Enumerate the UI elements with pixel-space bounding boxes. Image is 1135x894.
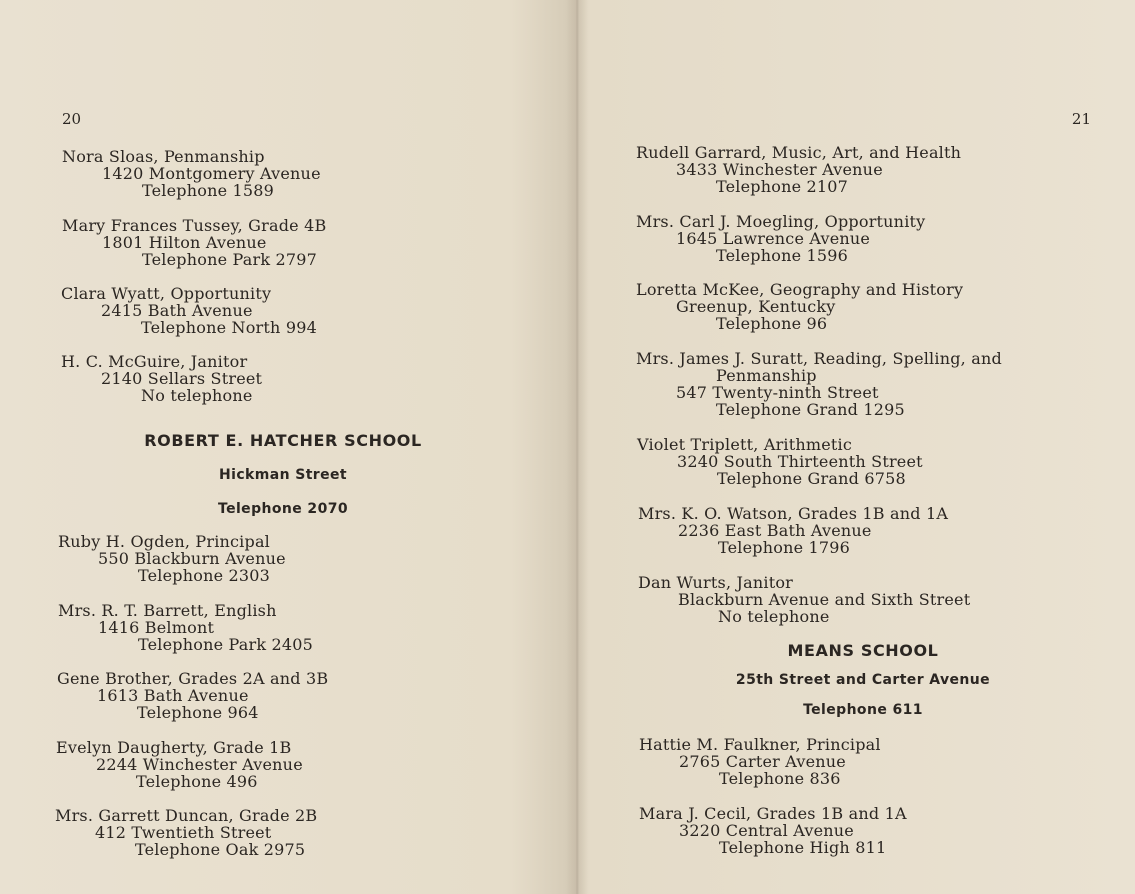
- directory-entry: [636, 281, 963, 332]
- page-number: 21: [1071, 110, 1091, 128]
- entry-name: Mary Frances Tussey, Grade 4B: [62, 216, 327, 235]
- school-telephone: Telephone 611: [803, 702, 923, 718]
- directory-entry: [637, 436, 923, 487]
- directory-entry: [636, 144, 961, 195]
- entry-address: 1420 Montgomery Avenue: [102, 164, 321, 183]
- school-telephone: Telephone 2070: [218, 501, 348, 517]
- entry-address: Blackburn Avenue and Sixth Street: [678, 590, 971, 609]
- entry-phone: Telephone 496: [136, 772, 258, 791]
- directory-entry: [61, 285, 317, 336]
- entry-name: Evelyn Daugherty, Grade 1B: [56, 738, 292, 757]
- directory-entry: [639, 805, 907, 856]
- entry-phone: Telephone Park 2797: [142, 250, 318, 269]
- entry-phone: Telephone Grand 1295: [716, 400, 905, 419]
- entry-name: Violet Triplett, Arithmetic: [637, 435, 853, 454]
- entry-phone: No telephone: [718, 607, 830, 626]
- entry-name: Loretta McKee, Geography and History: [636, 280, 964, 299]
- right-page: [588, 0, 1135, 894]
- entry-name: Hattie M. Faulkner, Principal: [639, 735, 881, 754]
- entry-address: 1416 Belmont: [98, 618, 215, 637]
- entry-name: Nora Sloas, Penmanship: [62, 147, 265, 166]
- entry-name: H. C. McGuire, Janitor: [61, 352, 248, 371]
- entry-address: 3433 Winchester Avenue: [676, 160, 883, 179]
- entry-phone: Telephone 964: [137, 703, 259, 722]
- entry-address: 547 Twenty-ninth Street: [676, 383, 879, 402]
- entry-address: 2765 Carter Avenue: [679, 752, 846, 771]
- left-page: [0, 0, 566, 894]
- entry-phone: Telephone 836: [719, 769, 841, 788]
- entry-name: Mrs. Garrett Duncan, Grade 2B: [55, 806, 318, 825]
- entry-name: Rudell Garrard, Music, Art, and Health: [636, 143, 962, 162]
- entry-name: Mrs. K. O. Watson, Grades 1B and 1A: [638, 504, 949, 523]
- book-gutter: [566, 0, 588, 894]
- entry-phone: Telephone Park 2405: [138, 635, 314, 654]
- directory-entry: [56, 739, 303, 790]
- entry-name: Dan Wurts, Janitor: [638, 573, 794, 592]
- entry-address: 3240 South Thirteenth Street: [677, 452, 923, 471]
- entry-address: 1801 Hilton Avenue: [102, 233, 267, 252]
- entry-name: Mrs. James J. Suratt, Reading, Spelling, and: [636, 349, 1002, 368]
- directory-entry: [636, 213, 925, 264]
- entry-address: 550 Blackburn Avenue: [98, 549, 286, 568]
- entry-name: Ruby H. Ogden, Principal: [58, 532, 271, 551]
- entry-address: 1613 Bath Avenue: [97, 686, 249, 705]
- page-number: 20: [62, 110, 82, 128]
- entry-phone: Telephone 1596: [716, 246, 849, 265]
- school-heading: MEANS SCHOOL: [787, 641, 939, 660]
- entry-name-continuation: Penmanship: [716, 366, 817, 385]
- school-street: 25th Street and Carter Avenue: [735, 672, 991, 688]
- entry-phone: Telephone 2303: [138, 566, 271, 585]
- directory-entry: [58, 602, 313, 653]
- directory-entry: [55, 807, 317, 858]
- directory-entry: [636, 350, 1002, 418]
- entry-phone: Telephone 2107: [716, 177, 849, 196]
- directory-entry: [639, 736, 881, 787]
- directory-entry: [62, 148, 321, 199]
- entry-address: 2244 Winchester Avenue: [96, 755, 303, 774]
- entry-address: 2236 East Bath Avenue: [678, 521, 872, 540]
- directory-entry: [638, 574, 970, 625]
- directory-entry: [58, 533, 286, 584]
- entry-phone: No telephone: [141, 386, 253, 405]
- entry-address: Greenup, Kentucky: [676, 297, 836, 316]
- entry-address: 2415 Bath Avenue: [101, 301, 253, 320]
- entry-name: Gene Brother, Grades 2A and 3B: [57, 669, 329, 688]
- entry-phone: Telephone North 994: [141, 318, 317, 337]
- entry-phone: Telephone High 811: [719, 838, 887, 857]
- entry-name: Mrs. Carl J. Moegling, Opportunity: [636, 212, 926, 231]
- entry-name: Mrs. R. T. Barrett, English: [58, 601, 277, 620]
- entry-phone: Telephone Oak 2975: [135, 840, 306, 859]
- entry-name: Clara Wyatt, Opportunity: [61, 284, 272, 303]
- entry-phone: Telephone Grand 6758: [717, 469, 906, 488]
- entry-address: 1645 Lawrence Avenue: [676, 229, 871, 248]
- entry-phone: Telephone 1589: [142, 181, 275, 200]
- directory-entry: [62, 217, 326, 268]
- entry-address: 412 Twentieth Street: [95, 823, 272, 842]
- school-heading: ROBERT E. HATCHER SCHOOL: [144, 431, 422, 450]
- directory-entry: [57, 670, 328, 721]
- entry-name: Mara J. Cecil, Grades 1B and 1A: [639, 804, 907, 823]
- entry-phone: Telephone 96: [716, 314, 828, 333]
- school-street: Hickman Street: [219, 467, 347, 483]
- entry-address: 3220 Central Avenue: [679, 821, 854, 840]
- entry-address: 2140 Sellars Street: [101, 369, 263, 388]
- entry-phone: Telephone 1796: [718, 538, 851, 557]
- directory-entry: [638, 505, 948, 556]
- directory-entry: [61, 353, 262, 404]
